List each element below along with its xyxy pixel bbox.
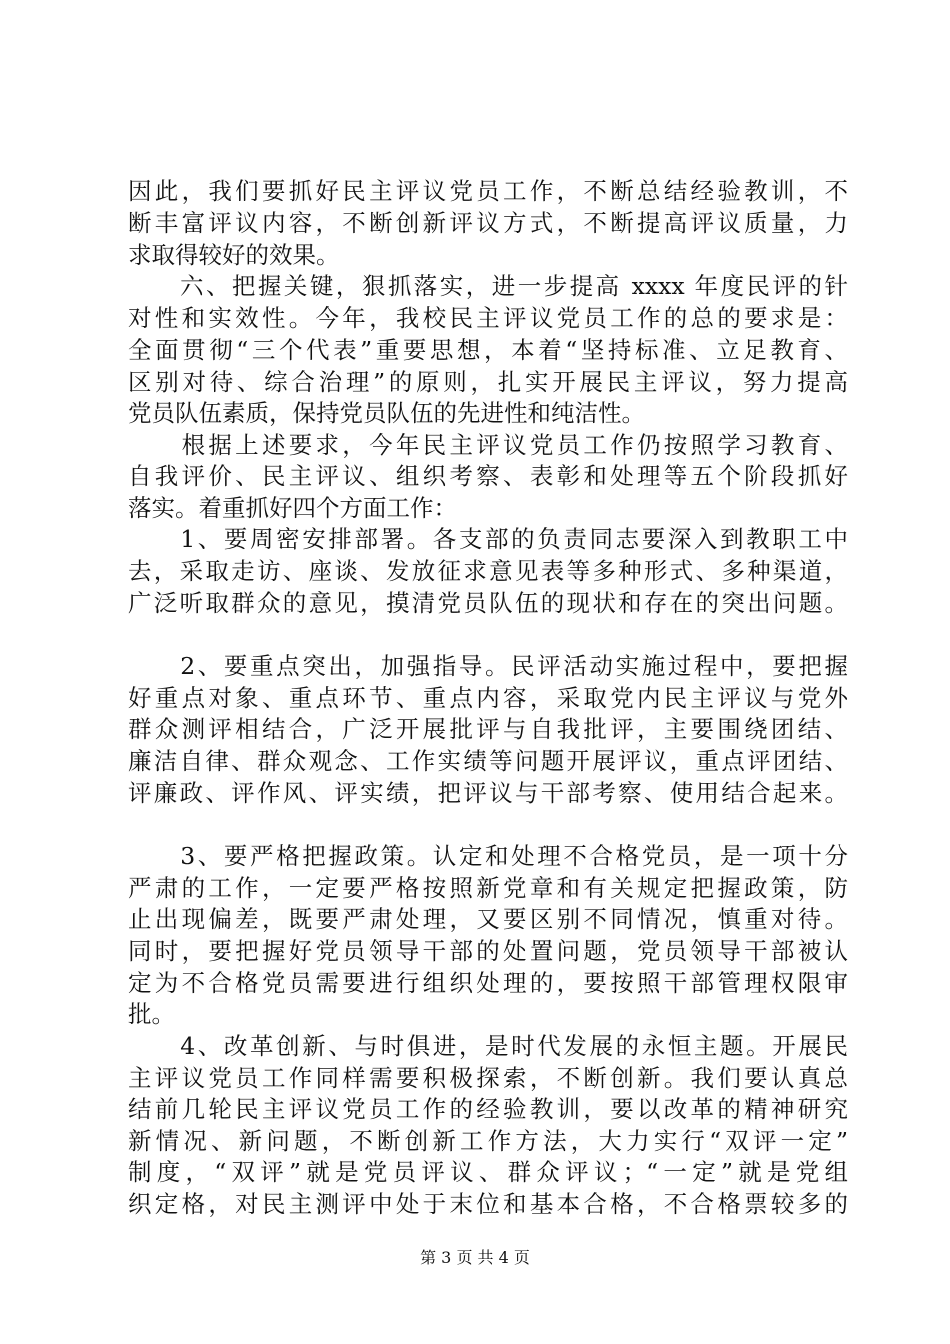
text-line: 因此，我们要抓好民主评议党员工作，不断总结经验教训，不: [128, 177, 848, 205]
text-line: 止出现偏差，既要严肃处理，又要区别不同情况，慎重对待。: [128, 905, 848, 933]
text-line: 去，采取走访、座谈、发放征求意见表等多种形式、多种渠道，: [128, 557, 848, 585]
text-line: 六、把握关键，狠抓落实，进一步提高 xxxx 年度民评的针: [128, 272, 848, 300]
text-line: 1、要周密安排部署。各支部的负责同志要深入到教职工中: [128, 525, 848, 553]
text-line: 织定格，对民主测评中处于末位和基本合格，不合格票较多的: [128, 1190, 848, 1218]
text-line: 结前几轮民主评议党员工作的经验教训，要以改革的精神研究: [128, 1095, 848, 1123]
text-line: 自我评价、民主评议、组织考察、表彰和处理等五个阶段抓好: [128, 462, 848, 490]
text-line: 对性和实效性。今年，我校民主评议党员工作的总的要求是：: [128, 304, 848, 332]
text-line: 制度，“双评”就是党员评议、群众评议；“一定”就是党组: [128, 1158, 848, 1186]
text-line: 评廉政、评作风、评实绩，把评议与干部考察、使用结合起来。: [128, 779, 848, 807]
text-line: 全面贯彻“三个代表”重要思想，本着“坚持标准、立足教育、: [128, 336, 848, 364]
text-line: 党员队伍素质，保持党员队伍的先进性和纯洁性。: [128, 399, 645, 427]
text-line: 2、要重点突出，加强指导。民评活动实施过程中，要把握: [128, 652, 848, 680]
text-line: 主评议党员工作同样需要积极探索，不断创新。我们要认真总: [128, 1064, 848, 1092]
text-line: 区别对待、综合治理”的原则，扎实开展民主评议，努力提高: [128, 368, 848, 396]
text-line: 3、要严格把握政策。认定和处理不合格党员，是一项十分: [128, 842, 848, 870]
page-number-footer: 第 3 页 共 4 页: [420, 1248, 530, 1267]
text-line: 批。: [128, 1000, 175, 1028]
text-line: 落实。着重抓好四个方面工作：: [128, 494, 457, 522]
text-line: 定为不合格党员需要进行组织处理的，要按照干部管理权限审: [128, 969, 848, 997]
text-line: 断丰富评议内容，不断创新评议方式，不断提高评议质量，力: [128, 209, 848, 237]
text-line: 广泛听取群众的意见，摸清党员队伍的现状和存在的突出问题。: [128, 589, 848, 617]
text-line: 群众测评相结合，广泛开展批评与自我批评，主要围绕团结、: [128, 715, 848, 743]
text-line: 廉洁自律、群众观念、工作实绩等问题开展评议，重点评团结、: [128, 747, 848, 775]
text-line: 新情况、新问题，不断创新工作方法，大力实行“双评一定”: [128, 1127, 848, 1155]
text-line: 同时，要把握好党员领导干部的处置问题，党员领导干部被认: [128, 937, 848, 965]
text-line: 严肃的工作，一定要严格按照新党章和有关规定把握政策，防: [128, 874, 848, 902]
text-line: 求取得较好的效果。: [128, 241, 340, 269]
text-line: 根据上述要求，今年民主评议党员工作仍按照学习教育、: [128, 431, 848, 459]
text-line: 好重点对象、重点环节、重点内容，采取党内民主评议与党外: [128, 684, 848, 712]
text-line: 4、改革创新、与时俱进，是时代发展的永恒主题。开展民: [128, 1032, 848, 1060]
